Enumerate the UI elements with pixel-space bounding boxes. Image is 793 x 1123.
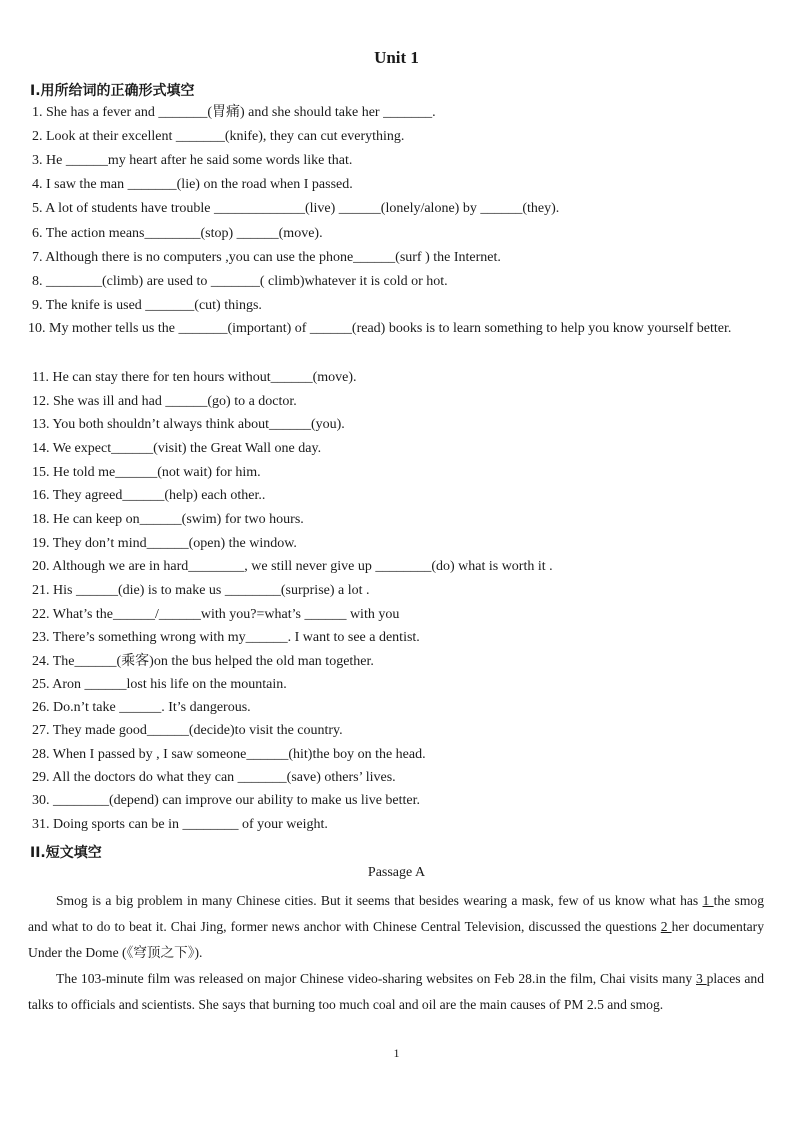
question-1: 1. She has a fever and _______(胃痛) and she should take her _______. [32,105,436,120]
question-27: 27. They made good______(decide)to visit the country. [32,723,343,738]
question-21: 21. His ______(die) is to make us ________(surprise) a lot . [32,583,370,598]
blank-3: 3 [696,971,707,986]
question-9: 9. The knife is used _______(cut) things. [32,298,262,313]
question-22: 22. What’s the______/______with you?=what’s ______ with you [32,607,400,622]
question-18: 18. He can keep on______(swim) for two hours. [32,512,304,527]
question-3: 3. He ______my heart after he said some words like that. [32,153,353,168]
question-30: 30. ________(depend) can improve our ability to make us live better. [32,793,421,808]
question-11: 11. He can stay there for ten hours without______(move). [32,370,357,385]
question-31: 31. Doing sports can be in ________ of your weight. [32,817,328,832]
blank-1: 1 [702,893,714,908]
section-2-heading: II.短文填空 [30,845,102,861]
question-13: 13. You both shouldn’t always think about______(you). [32,417,345,432]
question-8: 8. ________(climb) are used to _______( climb)whatever it is cold or hot. [32,274,448,289]
passage-paragraph-2 [28,966,764,1018]
question-10: 10. My mother tells us the _______(important) of ______(read) books is to learn something to help you know yourself better. [28,321,732,336]
paragraph-1-text-a: Smog is a big problem in many Chinese cities. But it seems that besides wearing a mask, few of us know what has [56,893,699,908]
paragraph-1-text-c: her documentary Under the Dome (《穹顶之下》). [28,919,764,960]
question-24: 24. The______(乘客)on the bus helped the old man together. [32,654,374,669]
passage-title: Passage A [367,865,426,880]
page-number: 1 [393,1046,400,1060]
question-5: 5. A lot of students have trouble _____________(live) ______(lonely/alone) by ______(they). [32,201,560,216]
paragraph-2-text-a: The 103-minute film was released on major Chinese video-sharing websites on Feb 28.in the film, Chai visits many [56,971,693,986]
question-20: 20. Although we are in hard________, we still never give up ________(do) what is worth it . [32,559,553,574]
paragraph-2-text-b: places and talks to officials and scientists. She says that burning too much coal and oil are the main causes of PM 2.5 and smog. [28,971,765,1012]
question-19: 19. They don’t mind______(open) the window. [32,536,297,551]
page-title: Unit 1 [374,48,419,67]
question-23: 23. There’s something wrong with my______. I want to see a dentist. [32,630,420,645]
question-29: 29. All the doctors do what they can _______(save) others’ lives. [32,770,396,785]
question-15: 15. He told me______(not wait) for him. [32,465,261,480]
question-16: 16. They agreed______(help) each other.. [32,488,266,503]
question-4: 4. I saw the man _______(lie) on the road when I passed. [32,177,353,192]
question-26: 26. Do.n’t take ______. It’s dangerous. [32,700,251,715]
question-6: 6. The action means________(stop) ______(move). [32,226,323,241]
question-25: 25. Aron ______lost his life on the mountain. [32,677,287,692]
question-2: 2. Look at their excellent _______(knife), they can cut everything. [32,129,405,144]
section-1-heading: I.用所给词的正确形式填空 [30,83,195,99]
question-7: 7. Although there is no computers ,you can use the phone______(surf ) the Internet. [32,250,501,265]
question-14: 14. We expect______(visit) the Great Wall one day. [32,441,322,456]
passage-paragraph-1 [28,888,764,966]
paragraph-1-text-b: the smog and what to do to beat it. Chai Jing, former news anchor with Chinese Central Television, discussed the questions [28,893,764,934]
blank-2: 2 [660,919,672,934]
question-28: 28. When I passed by , I saw someone______(hit)the boy on the head. [32,747,426,762]
question-12: 12. She was ill and had ______(go) to a doctor. [32,394,297,409]
